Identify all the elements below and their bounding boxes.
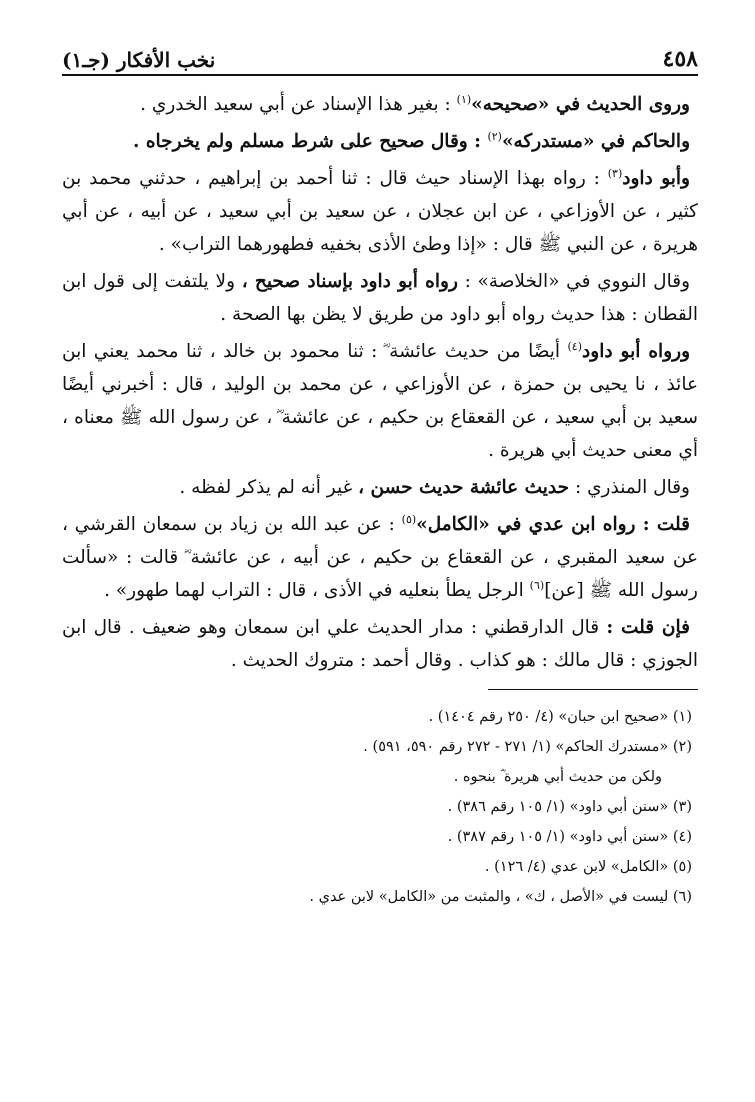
- text-segment: وأبو داود: [622, 168, 690, 189]
- footnote: (٤) «سنن أبي داود» (١/ ١٠٥ رقم ٣٨٧) .: [447, 829, 692, 845]
- footnote: ولكن من حديث أبي هريرة ؓ بنحوه .: [453, 769, 662, 785]
- footnote: (١) «صحيح ابن حبان» (٤/ ٢٥٠ رقم ١٤٠٤) .: [428, 709, 692, 725]
- paragraph: [62, 88, 698, 121]
- footnotes: [62, 702, 698, 912]
- footnote-marker: (١): [456, 92, 472, 106]
- text-segment: وقال المنذري :: [569, 477, 690, 498]
- text-segment: : بغير هذا الإسناد عن أبي سعيد الخدري .: [140, 94, 457, 115]
- running-title: نخب الأفكار (جـ١): [62, 48, 216, 72]
- text-segment: ولا يلتفت إلى قول ابن القطان : هذا حديث رواه أبو داود من طريق لا يظن بها الصحة .: [62, 271, 698, 325]
- text-segment: قال الدارقطني : مدار الحديث علي ابن سمعان وهو ضعيف . قال ابن الجوزي : قال مالك : هو كذاب . وقال أحمد : متروك الحديث .: [62, 617, 698, 671]
- text-segment: فإن قلت :: [606, 617, 690, 638]
- footnote-marker: (٢): [487, 129, 502, 143]
- text-segment: ورواه أبو داود: [582, 341, 691, 362]
- footnote-separator: [488, 689, 698, 690]
- paragraph: [62, 162, 698, 261]
- footnote-marker: (٤): [567, 339, 583, 353]
- text-segment: وروى الحديث في «صحيحه»: [471, 94, 690, 115]
- main-text: [62, 88, 698, 677]
- paragraph: [62, 611, 698, 677]
- text-segment: رواه أبو داود بإسناد صحيح ،: [241, 271, 458, 292]
- text-segment: : وقال صحيح على شرط مسلم ولم يخرجاه .: [132, 131, 488, 152]
- text-segment: والحاكم في «مستدركه»: [501, 131, 690, 152]
- paragraph: [62, 265, 698, 331]
- book-page: [62, 38, 698, 912]
- text-segment: غير أنه لم يذكر لفظه .: [179, 477, 359, 498]
- footnote: (٢) «مستدرك الحاكم» (١/ ٢٧١ - ٢٧٢ رقم ٥٩٠، ٥٩١) .: [363, 739, 692, 755]
- header-rule: [62, 74, 698, 76]
- page-number: ٤٥٨: [662, 46, 698, 72]
- text-segment: قلت : رواه ابن عدي في «الكامل»: [416, 514, 690, 535]
- text-segment: حديث عائشة حديث حسن ،: [358, 477, 570, 498]
- paragraph: [62, 508, 698, 607]
- footnote: (٥) «الكامل» لابن عدي (٤/ ١٢٦) .: [484, 859, 692, 875]
- page-header: [62, 38, 698, 72]
- paragraph: [62, 335, 698, 467]
- footnote-marker: (٦): [529, 578, 545, 592]
- text-segment: وقال النووي في «الخلاصة» :: [457, 271, 690, 292]
- footnote-marker: (٣): [607, 166, 623, 180]
- footnote: (٣) «سنن أبي داود» (١/ ١٠٥ رقم ٣٨٦) .: [447, 799, 692, 815]
- paragraph: [62, 471, 698, 504]
- paragraph: [62, 125, 698, 158]
- text-segment: : رواه بهذا الإسناد حيث قال : ثنا أحمد بن إبراهيم ، حدثني محمد بن كثير ، عن الأوزاعي ، عن ابن عجلان ، عن سعيد بن أبي سعيد ، عن أبيه ، عن أبي هريرة ، عن النبي ﷺ قال : «إذا وطئ الأذى بخفيه فطهورهما التراب» .: [62, 168, 698, 255]
- text-segment: الرجل يطأ بنعليه في الأذى ، قال : التراب لهما طهور» .: [104, 580, 530, 601]
- footnote: (٦) ليست في «الأصل ، ك» ، والمثبت من «الكامل» لابن عدي .: [309, 889, 692, 905]
- text-segment: : عن عبد الله بن زياد بن سمعان القرشي ، عن سعيد المقبري ، عن القعقاع بن حكيم ، عن أبيه ، عن عائشة ؓ قالت : «سألت رسول الله ﷺ [عن]: [62, 514, 698, 601]
- text-segment: أيضًا من حديث عائشة ؓ : ثنا محمود بن خالد ، ثنا محمد يعني ابن عائذ ، نا يحيى بن حمزة ، عن الأوزاعي ، عن محمد بن الوليد ، قال : أخبرني أيضًا سعيد بن أبي سعيد ، عن القعقاع بن حكيم ، عن عائشة ؓ ، عن رسول الله ﷺ معناه ، أي معنى حديث أبي هريرة .: [62, 341, 698, 461]
- footnote-marker: (٥): [401, 512, 417, 526]
